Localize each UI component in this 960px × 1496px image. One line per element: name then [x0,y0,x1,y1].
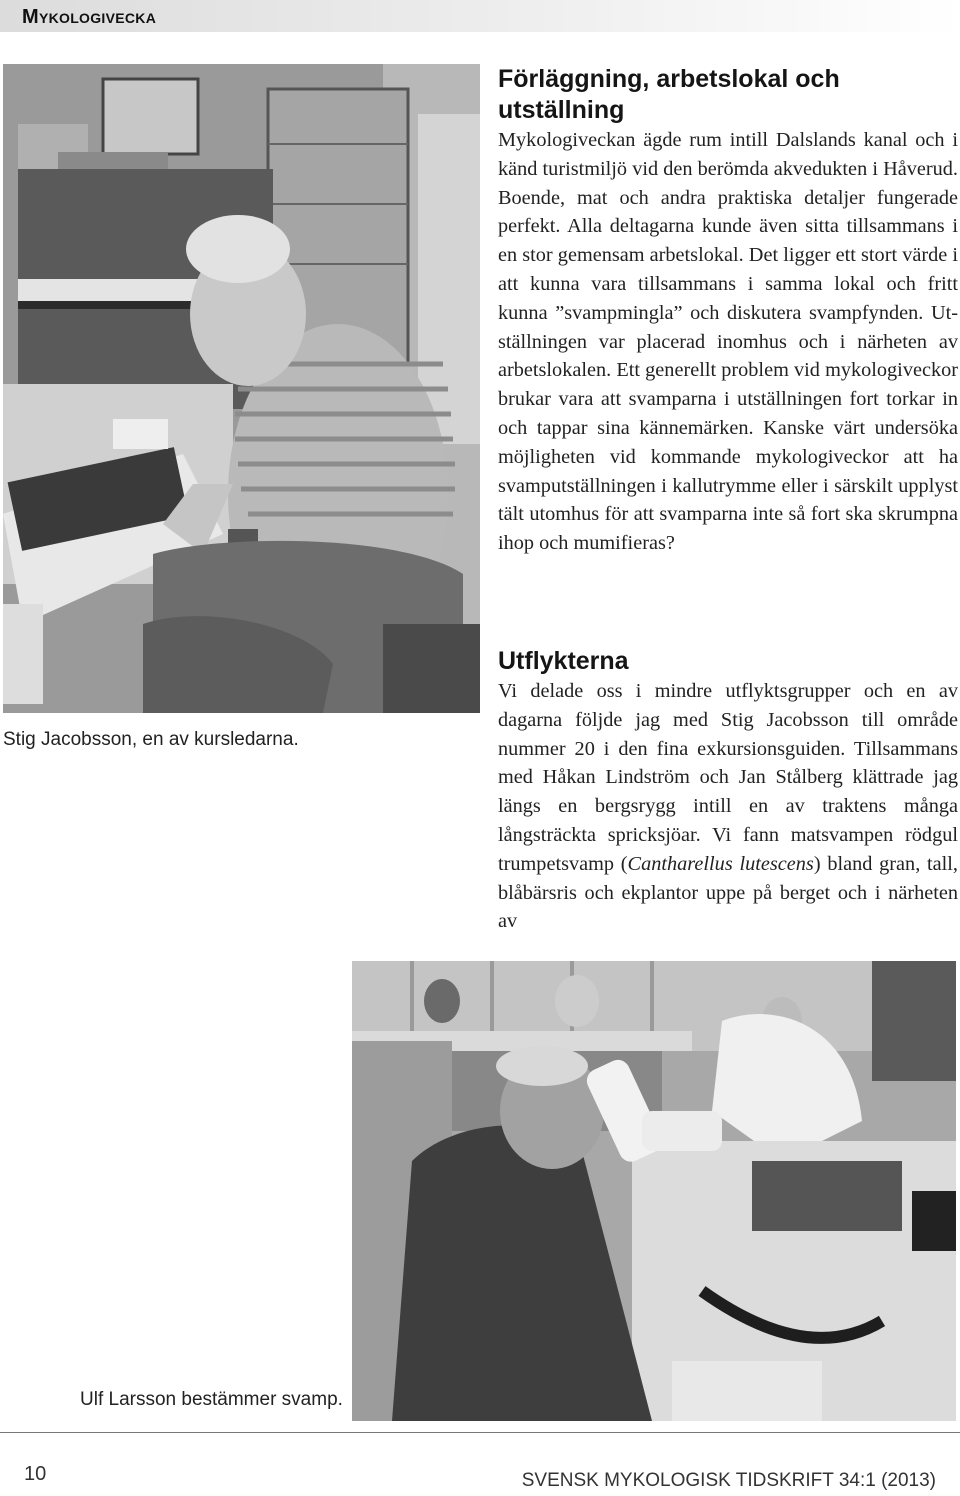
header-band [0,0,960,32]
section-utflykterna [498,646,958,936]
journal-title: SVENSK MYKOLOGISK TIDSKRIFT 34:1 (2013) [521,1470,936,1491]
photo-stig-jacobsson-image [3,64,480,713]
footer-rule [0,1432,960,1433]
body-text-part: Vi delade oss i mindre utflyktsgrupper och en av dagarna följde jag med Stig Jacobsson till område nummer 20 i den fina exkursionsguiden. Tillsammans med Håkan Lindström och Jan Stålberg klättrade jag längs en bergsrygg intill en av traktens många långsträckta spricksjöar. Vi fann matsvampen rödgul trumpetsvamp ( [498,680,958,875]
page-number: 10 [24,1463,47,1485]
section-body [498,677,958,936]
photo-caption: Stig Jacobsson, en av kursledarna. [3,729,299,750]
section-forlaggning [498,64,958,558]
photo-caption: Ulf Larsson bestämmer svamp. [80,1389,343,1410]
section-header: Mykologivecka [22,6,157,28]
section-heading: Utflykterna [498,647,629,675]
section-heading: Förläggning, arbetslokal och utställning [498,65,840,124]
species-name: Cantharellus lutescens [627,852,814,875]
body-text-part: ) bland gran, tall, blåbärsris och ekplantor uppe på berget och i närheten av [498,852,958,933]
photo-ulf-larsson [352,961,956,1421]
photo-stig-jacobsson [3,64,480,713]
photo-ulf-larsson-image [352,961,956,1421]
section-body: Mykologiveckan ägde rum intill Dalslands kanal och i känd turistmiljö vid den berömda akvedukten i Håverud. Boende, mat och andra praktiska detaljer fungerade perfekt. Alla deltagarna kunde även sitta tillsammans i en stor gemensam arbetslokal. Det ligger ett stort värde i att kunna vara tillsammans i samma lokal och fritt kunna ”svampmingla” och diskutera svampfynden. Utställningen var placerad inomhus och i närheten av arbetslokalen. Ett generellt problem vid mykologiveckor brukar vara att svamparna i utställningen fort torkar in och tappar sina kännemärken. Kanske värt undersöka möjligheten vid kommande mykologiveckor att ha svamputställningen i kallutrymme eller i särskilt upplyst tält utomhus för att svamparna inte så fort ska skrumpna ihop och mumifieras? [498,129,958,555]
